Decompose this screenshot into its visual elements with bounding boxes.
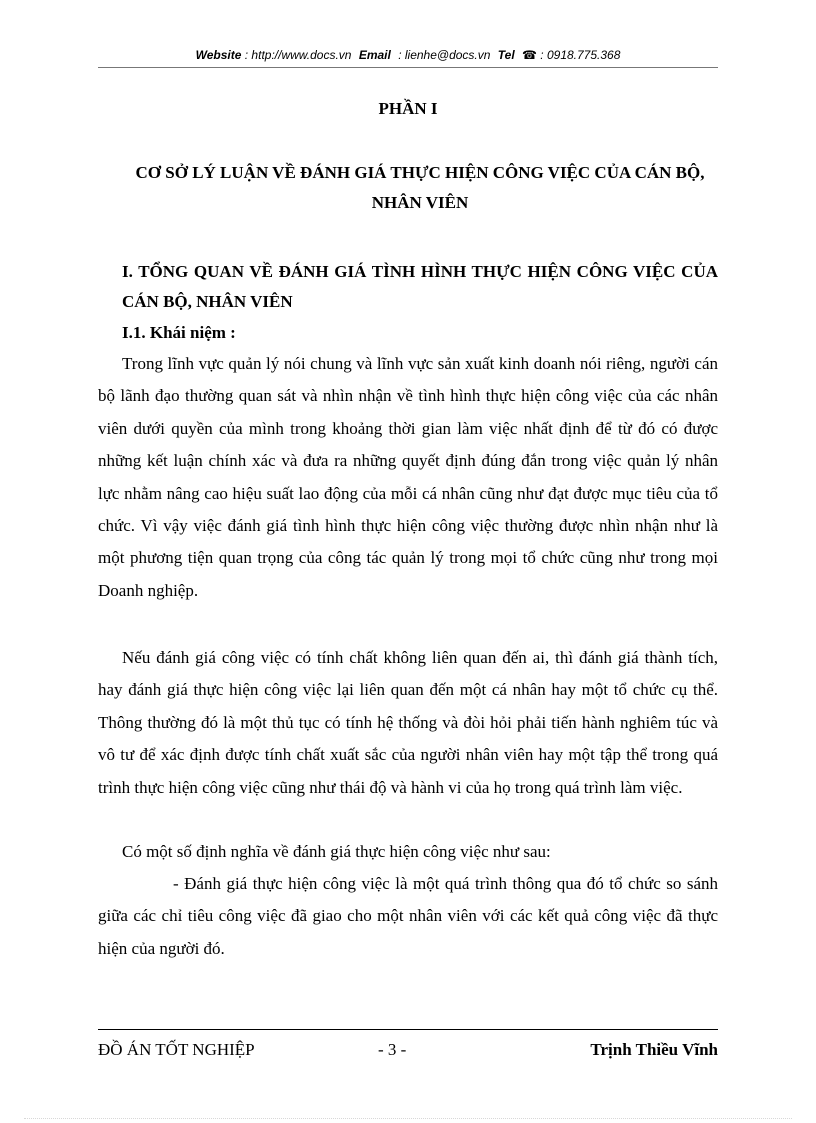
paragraph-3: Có một số định nghĩa về đánh giá thực hiện công việc như sau: bbox=[122, 842, 551, 861]
page-number: - 3 - bbox=[378, 1040, 407, 1059]
tel-label: Tel bbox=[497, 48, 515, 62]
page-edge bbox=[24, 1118, 792, 1119]
footer-author: Trịnh Thiều Vĩnh bbox=[590, 1040, 718, 1059]
tel-value: ☎ : 0918.775.368 bbox=[522, 48, 621, 62]
bullet-item: - Đánh giá thực hiện công việc là một quá trình thông qua đó tổ chức so sánh giữa các chỉ tiêu công việc đã giao cho một nhân viên với các kết quả công việc đã thực hiện của người đó. bbox=[98, 874, 718, 958]
paragraph-2: Nếu đánh giá công việc có tính chất không liên quan đến ai, thì đánh giá thành tích, hay đánh giá thực hiện công việc lại liên quan đến một cá nhân hay một tổ chức cụ thể. Thông thường đó là một thủ tục có tính hệ thống và đòi hỏi phải tiến hành nghiêm túc và vô tư để xác định được tính chất xuất sắc của người nhân viên hay một tập thể trong quá trình thực hiện công việc cũng như thái độ và hành vi của họ trong quá trình làm việc. bbox=[98, 648, 718, 797]
chapter-title: CƠ SỞ LÝ LUẬN VỀ ĐÁNH GIÁ THỰC HIỆN CÔNG VIỆC CỦA CÁN BỘ, NHÂN VIÊN bbox=[135, 163, 705, 212]
paragraph-1: Trong lĩnh vực quản lý nói chung và lĩnh vực sản xuất kinh doanh nói riêng, người cán bộ lãnh đạo thường quan sát và nhìn nhận về tình hình thực hiện công việc của các nhân viên dưới quyền của mình trong khoảng thời gian làm việc nhất định để từ đó có được những kết luận chính xác và đưa ra những quyết định đúng đắn trong việc quản lý nhân lực nhằm nâng cao hiệu suất lao động của mỗi cá nhân cũng như đạt được mục tiêu của tổ chức. Vì vậy việc đánh giá tình hình thực hiện công việc thường được nhìn nhận như là một phương tiện quan trọng của công tác quản lý trong mọi tổ chức cũng như trong mọi Doanh nghiệp. bbox=[98, 354, 718, 600]
email-label: Email bbox=[358, 48, 391, 62]
subsection-heading: I.1. Khái niệm : bbox=[122, 323, 236, 342]
footer-divider bbox=[98, 1029, 718, 1030]
website-value[interactable]: : http://www.docs.vn bbox=[244, 48, 352, 62]
email-value[interactable]: : lienhe@docs.vn bbox=[398, 48, 491, 62]
part-heading: PHẦN I bbox=[378, 99, 438, 118]
page-header bbox=[98, 46, 718, 64]
header-divider bbox=[98, 67, 718, 68]
section-heading: I. TỔNG QUAN VỀ ĐÁNH GIÁ TÌNH HÌNH THỰC HIỆN CÔNG VIỆC CỦA CÁN BỘ, NHÂN VIÊN bbox=[122, 262, 718, 311]
website-label: Website bbox=[195, 48, 242, 62]
footer-doc-type: ĐỒ ÁN TỐT NGHIỆP bbox=[98, 1040, 255, 1059]
page-footer bbox=[98, 1038, 718, 1062]
